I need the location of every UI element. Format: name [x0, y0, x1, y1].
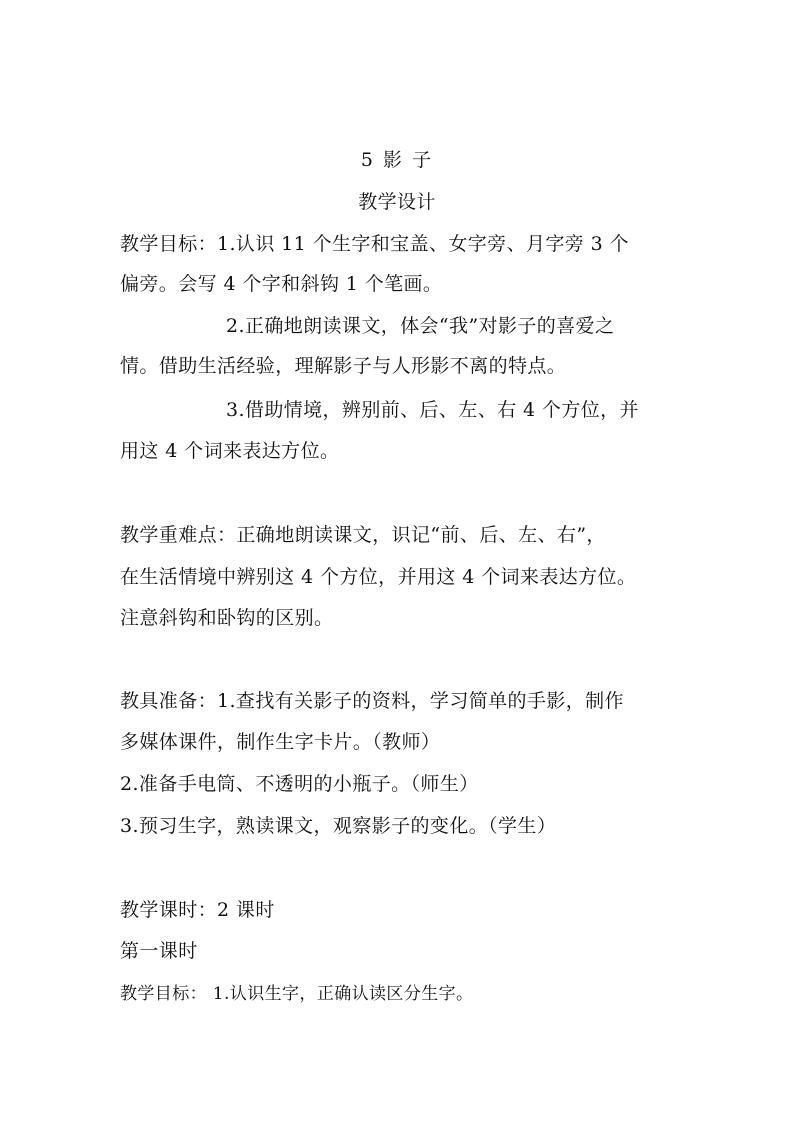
key-points-line-3: 注意斜钩和卧钩的区别。: [120, 607, 334, 629]
materials-line-3: 2.准备手电筒、不透明的小瓶子。（师生）: [120, 773, 479, 795]
objectives-line-2: 偏旁。会写 4 个字和斜钩 1 个笔画。: [120, 273, 443, 295]
first-lesson-objective: 教学目标： 1.认识生字，正确认读区分生字。: [120, 984, 474, 1004]
key-points-line-1: 教学重难点：正确地朗读课文，识记“前、后、左、右”，: [120, 524, 606, 546]
document-subtitle: 教学设计: [358, 191, 436, 213]
objectives-line-3: 2.正确地朗读课文，体会“我”对影子的喜爱之: [226, 315, 615, 337]
objectives-line-5: 3.借助情境，辨别前、后、左、右 4 个方位，并: [226, 399, 639, 421]
objectives-line-6: 用这 4 个词来表达方位。: [120, 440, 340, 462]
key-points-line-2: 在生活情境中辨别这 4 个方位，并用这 4 个词来表达方位。: [120, 566, 637, 588]
document-title: 5 影 子: [360, 149, 434, 171]
objectives-line-4: 情。借助生活经验，理解影子与人形影不离的特点。: [120, 355, 567, 377]
materials-line-2: 多媒体课件，制作生字卡片。（教师）: [120, 731, 441, 753]
objectives-line-1: 教学目标：1.认识 11 个生字和宝盖、女字旁、月字旁 3 个: [120, 233, 629, 255]
class-hours-line: 教学课时：2 课时: [120, 899, 275, 921]
first-lesson-heading: 第一课时: [120, 940, 198, 962]
materials-line-4: 3.预习生字，熟读课文，观察影子的变化。（学生）: [120, 815, 557, 837]
materials-line-1: 教具准备：1.查找有关影子的资料，学习简单的手影，制作: [120, 690, 624, 712]
